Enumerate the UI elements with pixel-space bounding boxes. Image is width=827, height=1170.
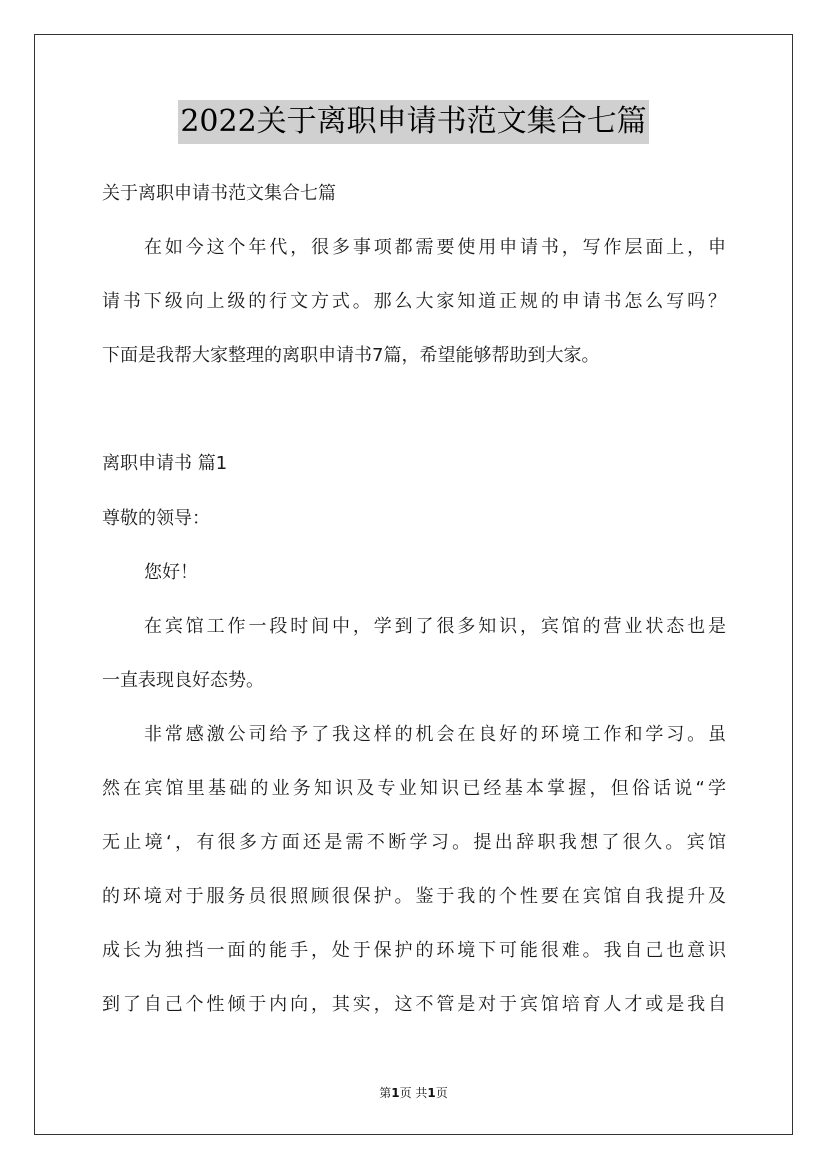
footer-page-current: 1	[391, 1086, 400, 1100]
footer-suffix: 页	[435, 1086, 448, 1100]
footer-prefix: 第	[379, 1086, 392, 1100]
footer-page-total: 1	[427, 1086, 436, 1100]
page-footer	[0, 1085, 827, 1101]
greeting: 您好！	[144, 562, 198, 583]
document-title: 2022关于离职申请书范文集合七篇	[178, 100, 648, 144]
salutation: 尊敬的领导：	[102, 508, 210, 529]
paragraph-line: 的环境对于服务员很照顾很保护。鉴于我的个性要在宾馆自我提升及	[102, 886, 726, 907]
paragraph-line: 到了自己个性倾于内向，其实，这不管是对于宾馆培育人才或是我自	[102, 994, 726, 1015]
subtitle-line: 关于离职申请书范文集合七篇	[102, 183, 336, 204]
paragraph-line: 成长为独挡一面的能手，处于保护的环境下可能很难。我自己也意识	[102, 940, 726, 961]
paragraph-line: 无止境‘，有很多方面还是需不断学习。提出辞职我想了很久。宾馆	[102, 832, 726, 853]
paragraph-line: 非常感激公司给予了我这样的机会在良好的环境工作和学习。虽	[144, 724, 726, 745]
paragraph-line: 下面是我帮大家整理的离职申请书7篇，希望能够帮助到大家。	[102, 345, 600, 366]
title-container	[0, 100, 827, 144]
paragraph-line: 然在宾馆里基础的业务知识及专业知识已经基本掌握，但俗话说“学	[102, 778, 726, 799]
paragraph-line: 请书下级向上级的行文方式。那么大家知道正规的申请书怎么写吗？	[102, 291, 726, 312]
footer-mid: 页 共	[399, 1086, 428, 1100]
paragraph-line: 一直表现良好态势。	[102, 670, 264, 691]
section-heading: 离职申请书 篇1	[102, 453, 228, 474]
paragraph-line: 在宾馆工作一段时间中，学到了很多知识，宾馆的营业状态也是	[144, 616, 726, 637]
paragraph-line: 在如今这个年代，很多事项都需要使用申请书，写作层面上，申	[144, 237, 726, 258]
